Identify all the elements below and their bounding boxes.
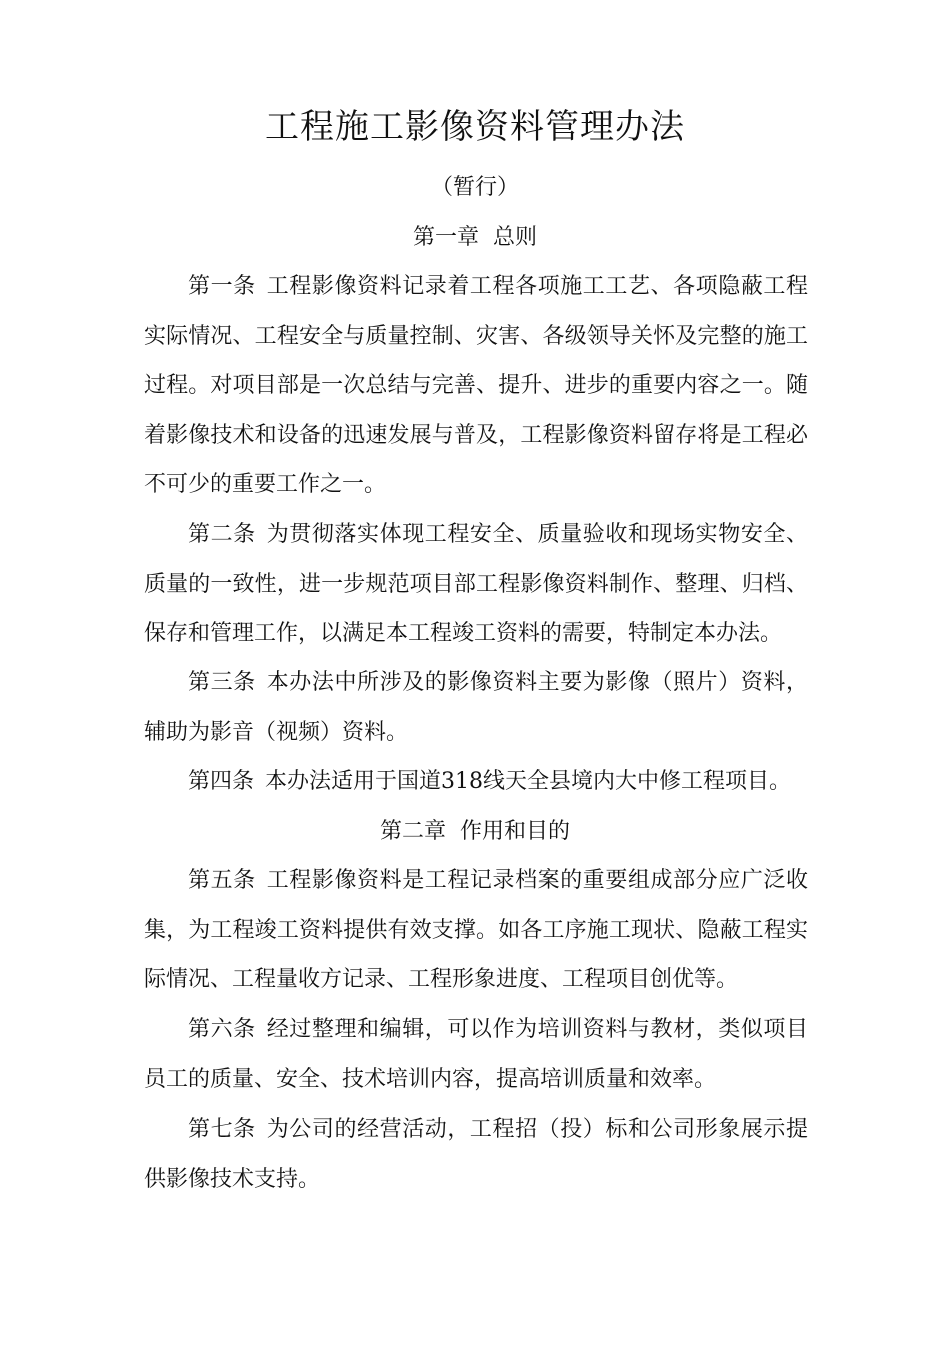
article-text: 工程影像资料是工程记录档案的重要组成部分应广泛收集，为工程竣工资料提供有效支撑。如各工序施工现状、隐蔽工程实际情况、工程量收方记录、工程形象进度、工程项目创优等。 — [144, 868, 808, 992]
article-paragraph — [144, 1005, 808, 1104]
article-number: 第二条 — [188, 522, 256, 547]
article-paragraph — [144, 510, 808, 659]
article-number: 第七条 — [188, 1117, 256, 1142]
chapter-heading: 第二章 作用和目的 — [380, 819, 570, 844]
article-paragraph — [144, 757, 808, 807]
article-number: 第四条 — [188, 769, 255, 794]
article-number: 第三条 — [188, 670, 256, 695]
article-number: 第一条 — [188, 274, 256, 299]
document-subtitle: （暂行） — [430, 175, 519, 200]
article-text: 本办法中所涉及的影像资料主要为影像（照片）资料，辅助为影音（视频）资料。 — [144, 670, 808, 745]
article-paragraph — [144, 262, 808, 510]
chapter-heading: 第一章 总则 — [413, 225, 537, 250]
article-text: 为贯彻落实体现工程安全、质量验收和现场实物安全、质量的一致性，进一步规范项目部工程影像资料制作、整理、归档、保存和管理工作，以满足本工程竣工资料的需要，特制定本办法。 — [144, 522, 808, 646]
article-text: 本办法适用于国道318线天全县境内大中修工程项目。 — [265, 769, 792, 794]
article-text: 经过整理和编辑，可以作为培训资料与教材，类似项目员工的质量、安全、技术培训内容，提高培训质量和效率。 — [144, 1017, 808, 1092]
article-number: 第五条 — [188, 868, 256, 893]
article-paragraph — [144, 658, 808, 757]
article-paragraph — [144, 1105, 808, 1204]
document-title: 工程施工影像资料管理办法 — [265, 107, 685, 147]
article-number: 第六条 — [188, 1017, 256, 1042]
article-paragraph — [144, 856, 808, 1005]
article-text: 为公司的经营活动，工程招（投）标和公司形象展示提供影像技术支持。 — [144, 1117, 808, 1192]
article-text: 工程影像资料记录着工程各项施工工艺、各项隐蔽工程实际情况、工程安全与质量控制、灾害、各级领导关怀及完整的施工过程。对项目部是一次总结与完善、提升、进步的重要内容之一。随着影像技术和设备的迅速发展与普及，工程影像资料留存将是工程必不可少的重要工作之一。 — [144, 274, 808, 497]
